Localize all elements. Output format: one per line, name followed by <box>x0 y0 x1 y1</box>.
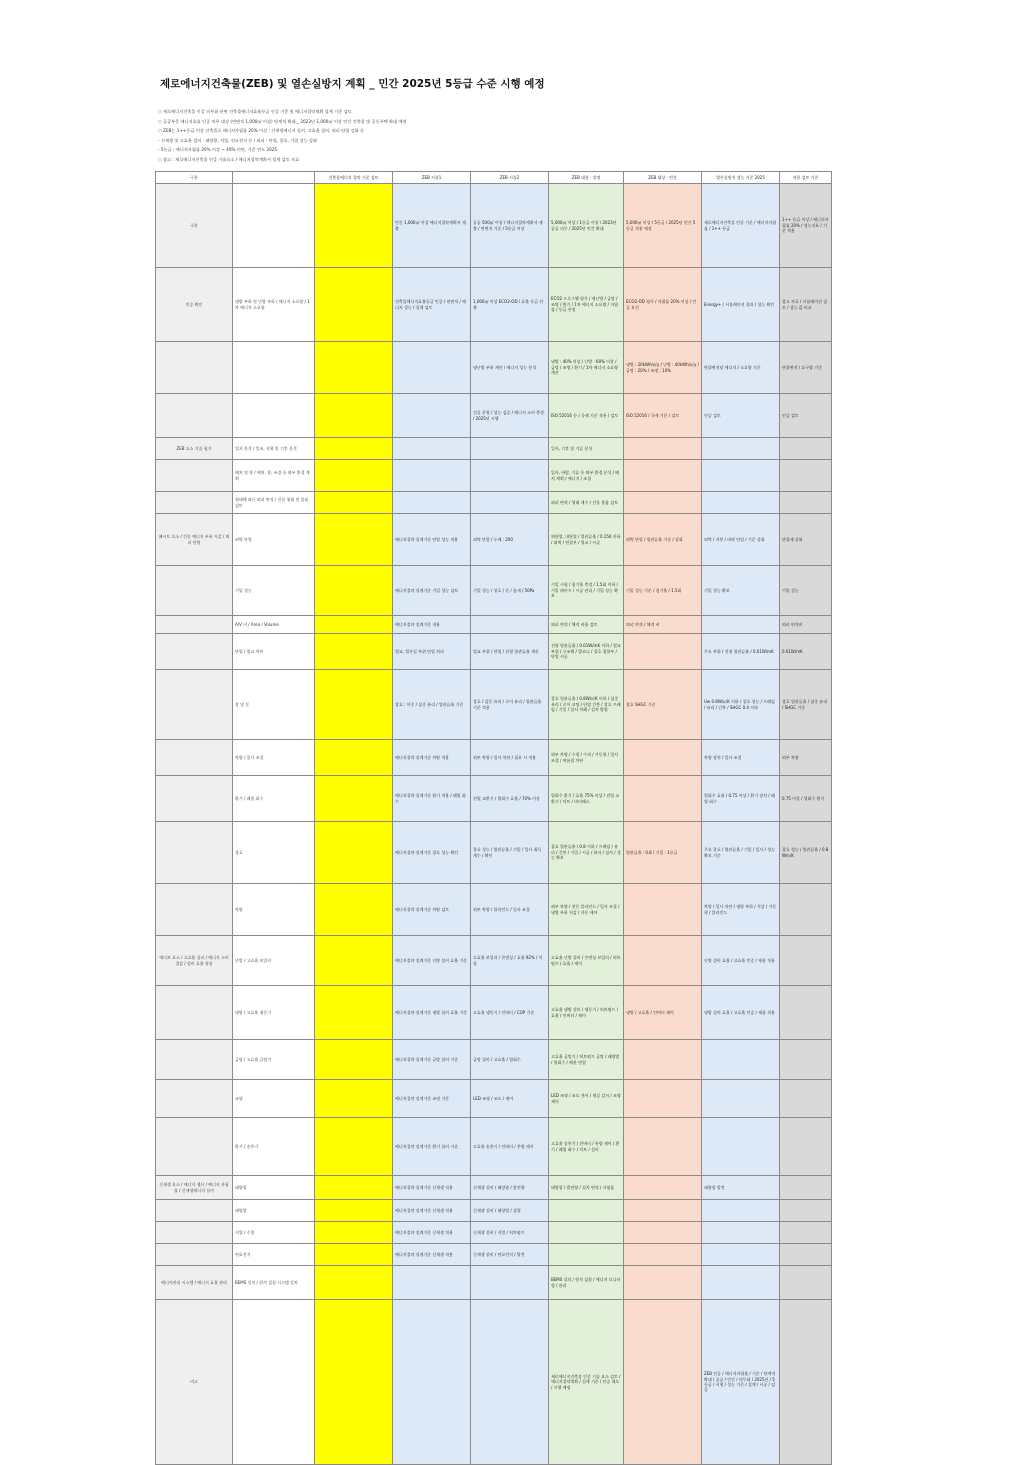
data-cell: 고효율 송풍기 / 인버터 / 풍량 제어 <box>471 1118 549 1176</box>
data-cell <box>780 1040 832 1080</box>
row-group-cell <box>156 884 233 936</box>
row-subject-cell: 형태에 따른 외피 면적 / 건물 형태 및 볼륨 검토 <box>233 492 315 514</box>
data-cell: 기밀 성능 확보 <box>702 566 780 616</box>
data-cell: 창호 SHGC 기준 <box>624 670 702 740</box>
data-cell <box>315 1200 393 1222</box>
data-cell: 에너지절약 설계기준 신재생 적용 <box>393 1176 471 1200</box>
data-cell <box>780 1244 832 1266</box>
data-cell: LED 조명 / 조도 / 제어 <box>471 1080 549 1118</box>
row-subject-cell: 냉방 부하 및 난방 부하 / 에너지 소요량 / 1차 에너지 소요량 <box>233 268 315 342</box>
data-cell <box>315 1080 393 1118</box>
data-cell <box>393 460 471 492</box>
data-cell <box>549 1222 624 1244</box>
row-group-cell <box>156 460 233 492</box>
data-cell: 5,000㎡ 이상 / 5등급 / 2025년 민간 5등급 적용 예정 <box>624 184 702 268</box>
table-row <box>156 1040 832 1080</box>
data-cell: 에너지절약 설계기준 단열 성능 적용 <box>393 514 471 566</box>
data-cell: ZEB 인증 / 에너지자립률 / 기준 / 단계적 확대 / 공공 / 민간 / 의무화 / 2025년 / 5등급 / 시행 / 성능 기준 / 설계 / 시공 / 검증 <box>702 1300 780 1465</box>
row-group-cell: 구분 <box>156 184 233 268</box>
data-cell <box>315 776 393 822</box>
note-line: ○ ZEB는 1++등급 이상 건축물로 에너지자립률 20% 이상 : 신재생에너지 설비, 고효율 설비, 외피 단열 강화 등 <box>158 128 365 133</box>
data-cell <box>315 1118 393 1176</box>
data-cell: 외피 면적 / 체적 비 <box>624 616 702 634</box>
row-group-cell <box>156 1040 233 1080</box>
data-cell: 에너지절약 설계기준 신재생 적용 <box>393 1244 471 1266</box>
data-cell: 5,000㎡ 이상 / 1등급 이상 / 2023년 공공 의무 / 2025년 민간 확대 <box>549 184 624 268</box>
row-subject-cell: 창 및 문 <box>233 670 315 740</box>
data-cell <box>315 1222 393 1244</box>
data-cell <box>780 1300 832 1465</box>
data-cell: 신재생 설비 / 지열 / 히트펌프 <box>471 1222 549 1244</box>
data-cell: 고효율 냉방 설비 / 냉동기 / 히트펌프 / 효율 / 인버터 / 제어 <box>549 986 624 1040</box>
table-row <box>156 438 832 460</box>
data-cell: 태양광 발전 <box>702 1176 780 1200</box>
data-cell <box>315 936 393 986</box>
data-cell: 1++ 등급 이상 / 에너지자립률 20% / 성능지표 / 기준 적용 <box>780 184 832 268</box>
data-cell <box>780 936 832 986</box>
data-cell: 냉난방 부하 계산 / 에너지 성능 분석 <box>471 342 549 394</box>
row-subject-cell: 난방 / 고효율 보일러 <box>233 936 315 986</box>
data-cell <box>780 1222 832 1244</box>
data-cell: 고효율 난방 설비 / 콘덴싱 보일러 / 히트펌프 / 효율 / 제어 <box>549 936 624 986</box>
row-group-cell <box>156 986 233 1040</box>
data-cell: 0.75 이상 / 열회수 환기 <box>780 776 832 822</box>
data-cell <box>780 460 832 492</box>
notes-block <box>158 107 878 164</box>
header-cell: ZEB 시뮬1 <box>393 172 471 184</box>
table-row <box>156 1222 832 1244</box>
data-cell <box>780 1080 832 1118</box>
data-cell: 차양 장치 / 일사 조절 <box>702 740 780 776</box>
data-cell <box>624 740 702 776</box>
row-group-cell: 액티브 요소 / 고효율 설비 / 에너지 소비 절감 / 설비 효율 향상 <box>156 936 233 986</box>
data-cell <box>624 884 702 936</box>
data-cell: 에너지절약 설계기준 신재생 적용 <box>393 1200 471 1222</box>
data-cell: 선형 열관류율 / 0.01W/mK 이하 / 열교 부위 / 구조체 / 발코니 / 창호 접합부 / 단열 시공 <box>549 634 624 670</box>
data-cell <box>702 1040 780 1080</box>
data-cell: ISO 52016 등 / 국제 기준 적용 / 검토 <box>549 394 624 438</box>
data-cell: 에너지절약 설계기준 기밀 성능 검토 <box>393 566 471 616</box>
data-cell <box>471 616 549 634</box>
row-subject-cell: 입지 분석 / 일조, 지형 및 기후 분석 <box>233 438 315 460</box>
header-cell: 열손실방지 성능 기준 2025 <box>702 172 780 184</box>
data-cell: 1,000㎡ 이상 ECO2-OD / 효율 등급 산출 <box>471 268 549 342</box>
data-cell <box>315 670 393 740</box>
data-cell <box>624 438 702 460</box>
row-subject-cell: 창호 <box>233 822 315 884</box>
row-group-cell <box>156 394 233 438</box>
data-cell <box>315 616 393 634</box>
data-cell <box>315 566 393 616</box>
table-row <box>156 1118 832 1176</box>
data-cell <box>393 342 471 394</box>
data-cell <box>315 634 393 670</box>
note-line: - 신재생 및 고효율 설비 : 태양광, 지열, 연료전지 등 / 외피 : 단열, 창호, 기밀 성능 강화 <box>158 137 318 143</box>
table-row <box>156 740 832 776</box>
data-cell: 에너지절약 설계기준 신재생 적용 <box>393 1222 471 1244</box>
data-cell <box>471 438 549 460</box>
row-subject-cell: 기밀 성능 <box>233 566 315 616</box>
data-cell <box>315 460 393 492</box>
data-cell: 외피 면적 / 체적 비율 검토 <box>549 616 624 634</box>
table-row <box>156 342 832 394</box>
data-cell <box>315 822 393 884</box>
note-line: ○ 참고 : 제로에너지건축물 인증 기술요소 / 에너지절약계획서 설계 검토 자료 <box>158 156 300 162</box>
data-cell: 창호 : 이중 / 삼중 유리 / 열관류율 기준 <box>393 670 471 740</box>
data-cell <box>780 1200 832 1222</box>
data-cell: 에너지절약 설계기준 차양 검토 <box>393 884 471 936</box>
data-cell <box>624 776 702 822</box>
data-cell <box>471 460 549 492</box>
data-cell: 일사, 바람, 기류 등 외부 환경 분석 / 배치 계획 / 에너지 / 조경 <box>549 460 624 492</box>
table-row <box>156 936 832 986</box>
table-row <box>156 884 832 936</box>
data-cell <box>624 460 702 492</box>
data-cell <box>315 1176 393 1200</box>
row-group-cell: 인증 확인 <box>156 268 233 342</box>
data-cell: ECO2-OD 평가 / 자립률 20% 이상 / 인증 요건 <box>624 268 702 342</box>
data-cell <box>702 1118 780 1176</box>
data-cell: 외부 차양 <box>780 740 832 776</box>
data-cell <box>624 936 702 986</box>
row-group-cell: 신재생 요소 / 에너지 생산 / 에너지 자립률 / 신재생에너지 설비 <box>156 1176 233 1200</box>
data-cell <box>471 492 549 514</box>
data-cell <box>624 1266 702 1300</box>
data-cell <box>393 1266 471 1300</box>
data-cell: 외벽 단열 / 열관류율 기준 / 강화 <box>624 514 702 566</box>
row-subject-cell: 조명 <box>233 1080 315 1118</box>
table-row <box>156 1266 832 1300</box>
data-cell: 급탕 설비 / 고효율 / 열회수 <box>471 1040 549 1080</box>
data-cell: 고효율 보일러 / 콘덴싱 / 효율 92% / 이상 <box>471 936 549 986</box>
note-line: - 5등급 : 에너지자립률 20% 이상 ~ 40% 미만, 기준 연도 2025 <box>158 147 278 152</box>
header-cell <box>233 172 315 184</box>
data-cell: 외피 면적비 <box>780 616 832 634</box>
table-row <box>156 394 832 438</box>
data-cell: 열회수 환기 / 효율 75% 이상 / 전열 교환기 / 덕트 / 바이패스 <box>549 776 624 822</box>
table-row <box>156 670 832 740</box>
data-cell <box>315 492 393 514</box>
row-subject-cell: 차양 / 일사 조절 <box>233 740 315 776</box>
data-cell: 에너지절약 설계기준 냉방 설비 효율 기준 <box>393 986 471 1040</box>
data-cell: 단위면적 / 요구량 기준 <box>780 342 832 394</box>
row-group-cell <box>156 776 233 822</box>
row-group-cell: 비고 <box>156 1300 233 1465</box>
data-cell <box>624 1200 702 1222</box>
data-cell: 신재생 설비 / 태양열 / 집열 <box>471 1200 549 1222</box>
data-cell: 0.01W/mK <box>780 634 832 670</box>
row-group-cell <box>156 1244 233 1266</box>
row-subject-cell <box>233 1300 315 1465</box>
data-cell <box>549 1244 624 1266</box>
data-cell: ECO2 프로그램 평가 / 냉난방 / 급탕 / 조명 / 환기 / 1차 에너지 소요량 / 자립률 / 등급 산정 <box>549 268 624 342</box>
data-cell <box>780 438 832 460</box>
data-cell: 창호 열관류율 / 0.8W/㎡K 이하 / 삼중 유리 / 로이 코팅 / 단열 간봉 / 창호 프레임 / 기밀 / 일사 차폐 / 설치 방법 <box>549 670 624 740</box>
table-row <box>156 1176 832 1200</box>
data-cell: 에너지절약 설계기준 환기 적용 / 폐열 회수 <box>393 776 471 822</box>
table-row <box>156 1244 832 1266</box>
data-cell <box>624 1176 702 1200</box>
row-subject-cell: 단열 / 열교 차단 <box>233 634 315 670</box>
data-cell <box>624 634 702 670</box>
data-cell <box>315 1244 393 1266</box>
data-cell: 태양광 / 발전량 / 설치 면적 / 자립률 <box>549 1176 624 1200</box>
data-cell <box>780 986 832 1040</box>
data-cell: 기밀 성능 기준 / 침기율 / 1.5회 <box>624 566 702 616</box>
data-cell: 제로에너지건축물 인증 기준 / 에너지자립률 / 1++ 등급 <box>702 184 780 268</box>
data-cell: 에너지절약 설계기준 조명 기준 <box>393 1080 471 1118</box>
data-cell: 외부 차양 / 일사 차단 / 필요 시 적용 <box>471 740 549 776</box>
data-cell: 난방 설비 효율 / 고효율 인증 / 제품 적용 <box>702 936 780 986</box>
data-cell: 차양 / 일사 차단 / 냉방 부하 / 저감 / 가동형 / 블라인드 <box>702 884 780 936</box>
data-cell <box>702 438 780 460</box>
header-cell: ZEB 대상 · 민간 <box>624 172 702 184</box>
row-subject-cell: 외벽 단열 <box>233 514 315 566</box>
data-cell: 에너지절약 설계기준 급탕 설비 기준 <box>393 1040 471 1080</box>
data-cell: 주요 부위 / 선형 열관류율 / 0.01W/mK <box>702 634 780 670</box>
data-cell <box>702 1222 780 1244</box>
data-cell <box>315 1040 393 1080</box>
data-cell <box>624 1118 702 1176</box>
data-cell <box>702 616 780 634</box>
row-subject-cell: 지열 / 수열 <box>233 1222 315 1244</box>
row-subject-cell <box>233 184 315 268</box>
data-cell <box>624 1080 702 1118</box>
data-cell: 건축물에너지효율등급 인증 / 연면적 / 에너지 성능 / 설계 검토 <box>393 268 471 342</box>
data-cell: BEMS 설치 / 원격 검침 / 에너지 모니터링 / 관리 <box>549 1266 624 1300</box>
data-cell: 창호 열관류율 / 삼중 유리 / SHGC 기준 <box>780 670 832 740</box>
data-cell: 외벽 / 지붕 / 바닥 단열 / 기준 강화 <box>702 514 780 566</box>
data-cell: 열관류율 : 0.8 / 기밀 : 1등급 <box>624 822 702 884</box>
data-cell: 고효율 냉동기 / 인버터 / COP 기준 <box>471 986 549 1040</box>
data-cell: 열회수 효율 / 0.75 이상 / 환기 장치 / 폐열 회수 <box>702 776 780 822</box>
header-cell: ZEB 시뮬2 <box>471 172 549 184</box>
data-cell: 인증 검토 <box>702 394 780 438</box>
table-row <box>156 986 832 1040</box>
data-cell: 에너지절약 설계기준 적용 <box>393 616 471 634</box>
data-cell: 신재생 설비 / 태양광 / 발전량 <box>471 1176 549 1200</box>
row-subject-cell: 태양열 <box>233 1200 315 1222</box>
data-cell: 창호 성능 / 열관류율 / 기밀 / 일사 취득 계수 / 확인 <box>471 822 549 884</box>
row-group-cell <box>156 566 233 616</box>
table-row <box>156 634 832 670</box>
row-group-cell <box>156 1118 233 1176</box>
data-cell: 냉방 : 20kWh/㎡y / 난방 : 40kWh/㎡y / 급탕 : 20% / 조명 : 10% <box>624 342 702 394</box>
data-cell: 외피 면적 / 형태 계수 / 건물 볼륨 검토 <box>549 492 624 514</box>
row-group-cell <box>156 1080 233 1118</box>
row-group-cell <box>156 342 233 394</box>
data-cell: 참고 자료 / 시뮬레이션 검토 / 성능 값 비교 <box>780 268 832 342</box>
data-cell <box>315 184 393 268</box>
table-body <box>156 184 832 1465</box>
data-cell: 외단열, 내단열 / 열관류율 / 0.150 이하 / 외벽 / 연결부 / 열교 / 시공 <box>549 514 624 566</box>
row-subject-cell: 차양 <box>233 884 315 936</box>
data-cell: 단위면적당 에너지 / 소요량 기준 <box>702 342 780 394</box>
data-cell <box>780 492 832 514</box>
data-cell: 창호 성능 / 열관류율 / 0.8W/㎡K <box>780 822 832 884</box>
data-cell: 열교, 열손실 부위 단열 처리 <box>393 634 471 670</box>
header-cell: 적용 검토 기준 <box>780 172 832 184</box>
note-line: ○ 제로에너지건축물 인증 의무화 관련 건축물에너지효율등급 인증 기준 및 에너지절약계획 설계 기준 검토 <box>158 109 352 114</box>
data-cell <box>549 1200 624 1222</box>
data-cell: 고효율 송풍기 / 인버터 / 풍량 제어 / 환기 / 폐열 회수 / 덕트 / 설비 <box>549 1118 624 1176</box>
data-cell <box>624 1300 702 1465</box>
data-cell <box>315 394 393 438</box>
row-subject-cell: BEMS 설치 / 원격 검침 시스템 설치 <box>233 1266 315 1300</box>
table-header-row <box>156 172 832 184</box>
data-cell: 에너지절약 설계기준 차양 적용 <box>393 740 471 776</box>
table-row <box>156 184 832 268</box>
data-cell: 신재생 설비 / 연료전지 / 발전 <box>471 1244 549 1266</box>
data-cell <box>702 460 780 492</box>
data-cell: 인증 검토 <box>780 394 832 438</box>
row-group-cell: 에너지관리 시스템 / 에너지 효율 관리 <box>156 1266 233 1300</box>
header-cell: 건축물에너지 절약 기준 검토 <box>315 172 393 184</box>
data-cell: 열교 부위 / 단열 / 선형 열관류율 계산 <box>471 634 549 670</box>
data-cell: 에너지절약 설계기준 환기 설비 기준 <box>393 1118 471 1176</box>
data-cell: 냉방 / 고효율 / 인버터 제어 <box>624 986 702 1040</box>
table-row <box>156 566 832 616</box>
row-subject-cell: 급탕 / 고효율 급탕기 <box>233 1040 315 1080</box>
data-cell: 일사, 기후 및 기류 분석 <box>549 438 624 460</box>
data-cell: LED 조명 / 조도 센서 / 재실 감지 / 조명 제어 <box>549 1080 624 1118</box>
data-cell <box>702 1244 780 1266</box>
data-cell <box>780 884 832 936</box>
data-cell <box>624 1244 702 1266</box>
data-cell <box>393 492 471 514</box>
data-cell: 외부 차양 / 수평 / 수직 / 가동형 / 일사 조절 / 여름철 차단 <box>549 740 624 776</box>
data-cell <box>702 1080 780 1118</box>
row-group-cell <box>156 616 233 634</box>
row-subject-cell: 냉방 / 고효율 냉동기 <box>233 986 315 1040</box>
data-cell: Energy+ / 시뮬레이션 결과 / 성능 확인 <box>702 268 780 342</box>
data-cell: 기밀 성능 / 창호 / 문 / 틈새 / 50Pa <box>471 566 549 616</box>
zeb-comparison-table <box>155 171 832 1465</box>
data-cell <box>624 1222 702 1244</box>
row-subject-cell: 태양광 <box>233 1176 315 1200</box>
data-cell: 기밀 성능 <box>780 566 832 616</box>
data-cell: 냉방 설비 효율 / 고효율 인증 / 제품 적용 <box>702 986 780 1040</box>
data-cell: 제로에너지건축물 인증 기술 요소 검토 / 에너지절약계획 / 설계 기준 / 인증 제도 / 시행 예정 <box>549 1300 624 1465</box>
row-subject-cell: 배치 및 향 / 배치, 향, 조경 등 외부 환경 계획 <box>233 460 315 492</box>
row-group-cell <box>156 1222 233 1244</box>
row-subject-cell: 연료전지 <box>233 1244 315 1266</box>
data-cell <box>393 438 471 460</box>
header-cell: ZEB 대상 · 설명 <box>549 172 624 184</box>
header-cell: 구분 <box>156 172 233 184</box>
data-cell <box>315 268 393 342</box>
table-row <box>156 616 832 634</box>
row-group-cell: 패시브 요소 / 건물 에너지 부하 저감 / 외피 단열 <box>156 514 233 566</box>
data-cell: ISO 52016 / 국제 기준 / 검토 <box>624 394 702 438</box>
data-cell: 냉방 : 40% 이상 / 난방 : 60% 이상 / 급탕 / 조명 / 환기 / 1차 에너지 소요량 계산 <box>549 342 624 394</box>
data-cell <box>624 492 702 514</box>
table-row <box>156 1080 832 1118</box>
row-subject-cell: A/V 비 / Area / Volume <box>233 616 315 634</box>
row-group-cell <box>156 740 233 776</box>
data-cell <box>315 740 393 776</box>
data-cell <box>315 342 393 394</box>
data-cell: 단열재 강화 <box>780 514 832 566</box>
page-title: 제로에너지건축물(ZEB) 및 열손실방지 계획 _ 민간 2025년 5등급 수준 시행 예정 <box>160 78 545 90</box>
data-cell <box>780 1176 832 1200</box>
data-cell <box>393 394 471 438</box>
row-subject-cell: 환기 / 송풍기 <box>233 1118 315 1176</box>
data-cell: 에너지절약 설계기준 창호 성능 확인 <box>393 822 471 884</box>
table-row <box>156 268 832 342</box>
data-cell <box>702 1200 780 1222</box>
row-subject-cell: 환기 / 폐열 회수 <box>233 776 315 822</box>
note-line: ○ 공공부문 에너지효율 인증 의무 대상 (연면적 1,000㎡ 이상) 단계적 확대 _ 2023년 1,000㎡ 이상 민간 건축물 및 공동주택 확대 예정 <box>158 118 407 124</box>
table-row <box>156 1200 832 1222</box>
data-cell: 고효율 급탕기 / 히트펌프 급탕 / 태양열 / 열회수 / 배관 단열 <box>549 1040 624 1080</box>
data-cell: 주요 창호 / 열관류율 / 기밀 / 일사 / 성능 확보 기준 <box>702 822 780 884</box>
table-row <box>156 822 832 884</box>
data-cell <box>315 1300 393 1465</box>
data-cell <box>315 514 393 566</box>
table-row <box>156 514 832 566</box>
row-subject-cell <box>233 342 315 394</box>
table-row <box>156 776 832 822</box>
data-cell: 기밀 시험 / 침기율 측정 / 1.5회 이하 / 기밀 테이프 / 시공 관리 / 기밀 성능 확보 <box>549 566 624 616</box>
data-cell <box>315 1266 393 1300</box>
row-group-cell: ZEB 요소 기술 평가 <box>156 438 233 460</box>
data-cell: 전열 교환기 / 열회수 효율 / 70% 이상 <box>471 776 549 822</box>
data-cell: Uw 0.8W/㎡K 이하 / 창호 성능 / 프레임 / 유리 / 간봉 / SHGC 0.4 이하 <box>702 670 780 740</box>
data-cell <box>702 492 780 514</box>
data-cell: 민간 1,000㎡ 이상 에너지절약계획서 제출 <box>393 184 471 268</box>
row-subject-cell <box>233 394 315 438</box>
data-cell: 에너지절약 설계기준 난방 설비 효율 기준 <box>393 936 471 986</box>
data-cell: 공공 500㎡ 이상 / 에너지절약계획서 제출 / 연면적 기준 / 5등급 이상 <box>471 184 549 268</box>
data-cell <box>780 1266 832 1300</box>
data-cell <box>315 986 393 1040</box>
row-group-cell <box>156 634 233 670</box>
data-cell <box>315 884 393 936</box>
data-cell <box>780 1118 832 1176</box>
data-cell: 창호 열관류율 / 0.8 이하 / 프레임 / 유리 / 간봉 / 기밀 / 시공 / 하자 / 검사 / 성능 확보 <box>549 822 624 884</box>
data-cell: 외부 차양 / 전동 블라인드 / 일사 조절 / 냉방 부하 저감 / 자동 제어 <box>549 884 624 936</box>
row-group-cell <box>156 1200 233 1222</box>
data-cell <box>702 1266 780 1300</box>
table-row <box>156 492 832 514</box>
data-cell <box>393 1300 471 1465</box>
table-row <box>156 1300 832 1465</box>
row-group-cell <box>156 492 233 514</box>
data-cell <box>624 1040 702 1080</box>
data-cell <box>471 1266 549 1300</box>
data-cell: 창호 / 삼중 유리 / 로이 유리 / 열관류율 기준 적용 <box>471 670 549 740</box>
row-group-cell <box>156 670 233 740</box>
data-cell: 외벽 단열 / 두께 : 200 <box>471 514 549 566</box>
data-cell: 건물 운영 / 성능 검증 / 에너지 소비 측정 / 2025년 시행 <box>471 394 549 438</box>
row-group-cell <box>156 822 233 884</box>
data-cell <box>471 1300 549 1465</box>
data-cell: 외부 차양 / 블라인드 / 일사 조절 <box>471 884 549 936</box>
table-row <box>156 460 832 492</box>
data-cell <box>315 438 393 460</box>
